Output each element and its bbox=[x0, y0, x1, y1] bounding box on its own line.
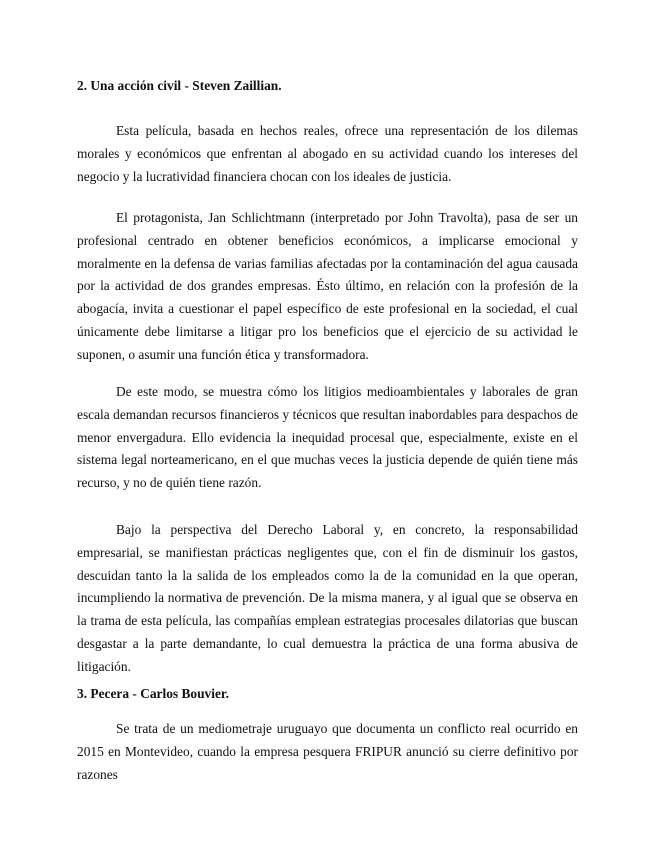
paragraph: Esta película, basada en hechos reales, ofrece una representación de los dilemas morales y económicos que enfrentan al abogado en su actividad cuando los intereses del negocio y la lucratividad financiera chocan con los ideales de justicia. bbox=[77, 123, 578, 184]
paragraph: Bajo la perspectiva del Derecho Laboral y, en concreto, la responsabilidad empresarial, se manifiestan prácticas negligentes que, con el fin de disminuir los gastos, descuidan tanto la la salida de los empleados como la de la comunidad en la que operan, incumpliendo la normativa de prevención. De la misma manera, y al igual que se observa en la trama de esta película, las compañías emplean estrategias procesales dilatorias que buscan desgastar a la parte demandante, lo cual demuestra la práctica de una forma abusiva de litigación. bbox=[77, 522, 578, 674]
paragraph: El protagonista, Jan Schlichtmann (interpretado por John Travolta), pasa de ser un profesional centrado en obtener beneficios económicos, a implicarse emocional y moralmente en la defensa de varias familias afectadas por la contaminación del agua causada por la actividad de dos grandes empresas. Ésto último, en relación con la profesión de la abogacía, invita a cuestionar el papel específico de este profesional en la sociedad, el cual únicamente debe limitarse a litigar pro los beneficios que el ejercicio de su actividad le suponen, o asumir una función ética y transformadora. bbox=[77, 210, 578, 362]
paragraph: De este modo, se muestra cómo los litigios medioambientales y laborales de gran escala demandan recursos financieros y técnicos que resultan inabordables para despachos de menor envergadura. Ello evidencia la inequidad procesal que, especialmente, existe en el sistema legal norteamericano, en el que muchas veces la justicia depende de quién tiene más recurso, y no de quién tiene razón. bbox=[77, 384, 578, 491]
paragraph: Se trata de un mediometraje uruguayo que documenta un conflicto real ocurrido en 2015 en Montevideo, cuando la empresa pesquera FRIPUR anunció su cierre definitivo por razones bbox=[77, 721, 578, 782]
section-heading: 3. Pecera - Carlos Bouvier. bbox=[77, 686, 229, 701]
section-heading: 2. Una acción civil - Steven Zaillian. bbox=[77, 78, 282, 93]
